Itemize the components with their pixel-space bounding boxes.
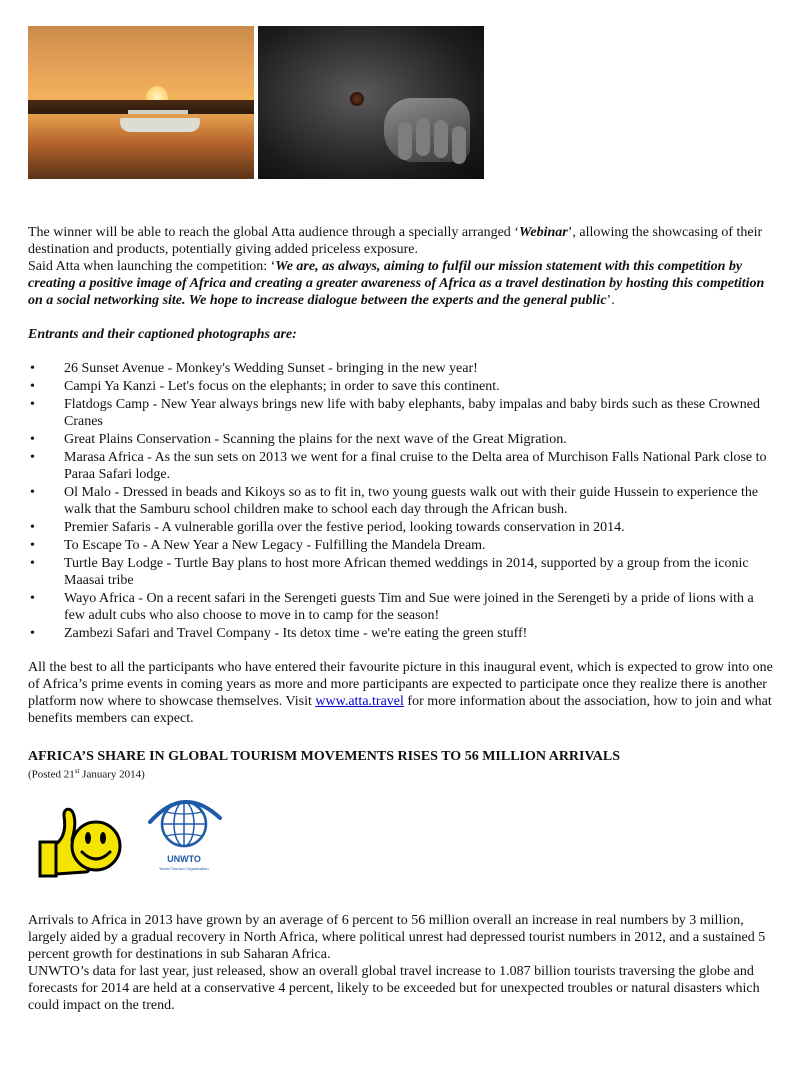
atta-website-link[interactable]: www.atta.travel <box>315 694 404 709</box>
list-item: • Marasa Africa - As the sun sets on 2013 we went for a final cruise to the Delta area of Murchison Falls National Park close to Paraa Safari lodge. <box>64 449 774 483</box>
list-item: • Flatdogs Camp - New Year always brings new life with baby elephants, baby impalas and baby birds such as these Crowned Cranes <box>64 396 774 430</box>
article-headline: AFRICA’S SHARE IN GLOBAL TOURISM MOVEMENTS RISES TO 56 MILLION ARRIVALS <box>28 749 621 764</box>
list-item: • Zambezi Safari and Travel Company - Its detox time - we're eating the green stuff! <box>64 625 774 642</box>
unwto-logo <box>140 792 228 880</box>
intro-paragraph: The winner will be able to reach the global Atta audience through a specially arranged ‘Webinar’, allowing the showcasing of their destination and products, potentially giving added priceless exposure. <box>28 225 763 257</box>
globe-icon <box>140 792 228 852</box>
unwto-logo-text: UNWTO <box>167 853 201 864</box>
list-item: • 26 Sunset Avenue - Monkey's Wedding Sunset - bringing in the new year! <box>64 360 774 377</box>
list-item: • Great Plains Conservation - Scanning the plains for the next wave of the Great Migration. <box>64 431 774 448</box>
posted-date: (Posted 21st January 2014) <box>28 767 145 781</box>
entrants-heading: Entrants and their captioned photographs are: <box>28 327 297 342</box>
arrivals-paragraph: Arrivals to Africa in 2013 have grown by an average of 6 percent to 56 million overall an increase in real numbers by 3 million, largely aided by a gradual recovery in North Africa, where political unrest had depressed tourist numbers in 2012, and a sustained 5 percent growth for destinations in sub Saharan Africa. <box>28 912 766 962</box>
list-item: • Premier Safaris - A vulnerable gorilla over the festive period, looking towards conservation in 2014. <box>64 519 774 536</box>
unwto-logo-subtext: World Tourism Organization <box>159 865 209 871</box>
thumbs-up-smiley-icon <box>30 798 122 884</box>
webinar-term: Webinar <box>518 225 568 240</box>
unwto-data-paragraph: UNWTO’s data for last year, just released, show an overall global travel increase to 1.087 billion tourists traversing the globe and forecasts for 2014 are held at a conservative 4 percent, likely to be exceeded but for unexpected troubles or natural disasters which could impact on the trend. <box>28 963 760 1013</box>
logo-row <box>28 792 774 882</box>
quote-paragraph: Said Atta when launching the competition: ‘We are, as always, aiming to fulfil our mission statement with this competition by creating a positive image of Africa and creating a greater awareness of Africa as a travel destination by hosting this competition on a social networking site. We hope to increase dialogue between the experts and the general public’. <box>28 259 765 308</box>
list-item: • Wayo Africa - On a recent safari in the Serengeti guests Tim and Sue were joined in the Serengeti by a pride of lions with a few adult cubs who also choose to move in to camp for the season! <box>64 590 774 624</box>
list-item: • Ol Malo - Dressed in beads and Kikoys so as to fit in, two young guests walk out with their guide Hussein to experience the walk that the Samburu school children make to school each day through the African bush. <box>64 484 774 518</box>
sunset-cruise-photo <box>28 26 254 179</box>
photo-strip <box>28 26 774 179</box>
closing-paragraph: All the best to all the participants who have entered their favourite picture in this inaugural event, which is expected to grow into one of Africa’s prime events in coming years as more and more participants are expected to participate once they realize there is another platform now where to showcase themselves. Visit www.atta.travel for more information about the association, how to join and what benefits members can expect. <box>28 660 773 726</box>
list-item: • Campi Ya Kanzi - Let's focus on the elephants; in order to save this continent. <box>64 378 774 395</box>
document-page <box>28 26 774 1014</box>
list-item: • Turtle Bay Lodge - Turtle Bay plans to host more African themed weddings in 2014, supported by a group from the iconic Maasai tribe <box>64 555 774 589</box>
list-item: • To Escape To - A New Year a New Legacy - Fulfilling the Mandela Dream. <box>64 537 774 554</box>
atta-quote: We are, as always, aiming to fulfil our mission statement with this competition by creating a positive image of Africa and creating a greater awareness of Africa as a travel destination by hosting this competition on a social networking site. We hope to increase dialogue between the experts and the general public <box>28 259 765 308</box>
gorilla-photo <box>258 26 484 179</box>
entrants-list <box>28 360 774 642</box>
